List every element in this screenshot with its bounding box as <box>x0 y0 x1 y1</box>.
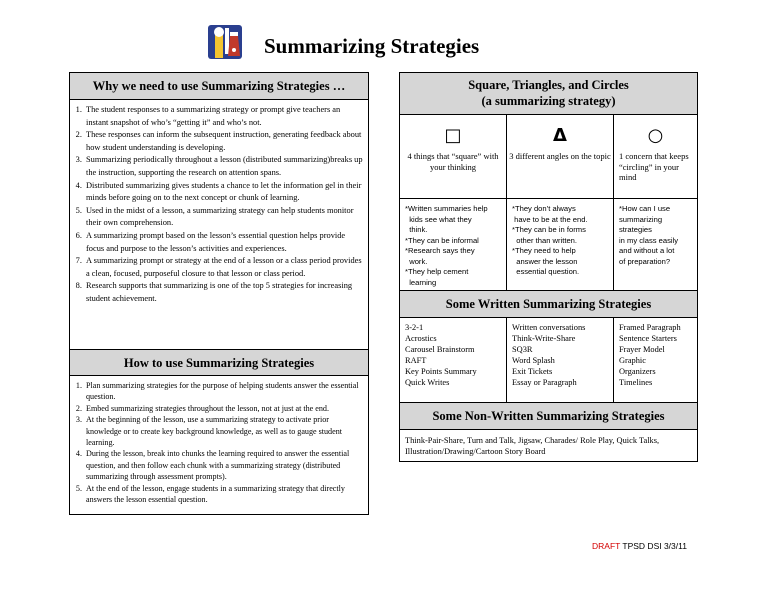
note-line: learning <box>405 277 437 287</box>
written-strategy-item: Framed Paragraph <box>619 323 681 332</box>
shapes-heading-line2: (a summarizing strategy) <box>481 93 616 108</box>
why-item: 4. Distributed summarizing gives students a chance to let the information gel in their minds before going on to the next concept or chunk of learning. <box>84 180 364 205</box>
note-line: *Written summaries help <box>405 204 488 213</box>
note-line: *Research says they <box>405 246 475 255</box>
why-item: 6. A summarizing prompt based on the lesson’s essential question helps provide focus and purpose to the lesson’s activities and experiences. <box>84 230 364 255</box>
written-strategy-item: Exit Tickets <box>512 367 553 376</box>
why-list <box>70 100 368 306</box>
note-line: *How can I use <box>619 204 671 213</box>
note-line: *They can be in forms <box>512 225 586 234</box>
note-line: summarizing <box>619 214 663 224</box>
written-strategy-item: 3-2-1 <box>405 323 424 332</box>
written-strategy-item: Acrostics <box>405 334 437 343</box>
note-line: *They help cement <box>405 267 469 276</box>
written-grid <box>400 318 697 403</box>
how-item: 4. During the lesson, break into chunks the learning required to answer the essential question, and then follow each chunk with a summarizing strategy (distributed summarizing through assessment prompts). <box>84 448 364 482</box>
written-strategy-item: Carousel Brainstorm <box>405 345 475 354</box>
footer-text: TPSD DSI 3/3/11 <box>620 541 687 551</box>
why-item: 1. The student responses to a summarizing strategy or prompt give teachers an instant snapshot of who’s “getting it” and who’s not. <box>84 104 364 129</box>
lab-flask-icon <box>206 22 244 62</box>
circle-desc: 1 concern that keeps “circling” in your mind <box>619 151 689 182</box>
why-item: 5. Used in the midst of a lesson, a summarizing strategy can help students monitor their own comprehension. <box>84 205 364 230</box>
written-col-1 <box>400 318 507 403</box>
note-line: and without a lot <box>619 246 675 255</box>
note-line: work. <box>405 256 428 266</box>
note-line: in my class easily <box>619 235 679 245</box>
written-col-2 <box>507 318 614 403</box>
note-line: essential question. <box>512 267 580 276</box>
left-panel <box>69 72 369 515</box>
note-line: other than written. <box>512 235 578 245</box>
triangle-desc: 3 different angles on the topic <box>509 151 611 161</box>
footer <box>592 541 687 551</box>
circle-symbol: ○ <box>647 125 664 146</box>
written-strategy-item: Timelines <box>619 378 653 387</box>
note-line: kids see what they <box>405 214 472 224</box>
written-strategy-item: Written conversations <box>512 323 586 332</box>
note-line: strategies <box>619 225 652 234</box>
written-heading: Some Written Summarizing Strategies <box>400 291 697 318</box>
shapes-heading <box>400 73 697 115</box>
how-item: 2. Embed summarizing strategies throughout the lesson, not at just at the end. <box>84 403 364 414</box>
why-item: 3. Summarizing periodically throughout a lesson (distributed summarizing)breaks up the instruction, supporting the research on attention spans. <box>84 154 364 179</box>
page-title: Summarizing Strategies <box>264 34 480 58</box>
how-item: 5. At the end of the lesson, engage students in a summarizing strategy that directly answers the lesson essential question. <box>84 483 364 506</box>
right-panel <box>399 72 698 462</box>
notes-col-1 <box>400 199 507 291</box>
written-strategy-item: RAFT <box>405 356 427 365</box>
notes-col-3 <box>614 199 697 291</box>
triangle-cell <box>507 115 614 199</box>
how-item: 3. At the beginning of the lesson, use a summarizing strategy to activate prior knowledge or to create key background knowledge, as well as to gauge student learning. <box>84 414 364 448</box>
square-symbol: □ <box>444 125 462 146</box>
written-strategy-item: Graphic <box>619 356 646 365</box>
written-strategy-item: SQ3R <box>512 345 533 354</box>
why-item: 8. Research supports that summarizing is one of the top 5 strategies for increasing student achievement. <box>84 280 364 305</box>
written-strategy-item: Think-Write-Share <box>512 334 576 343</box>
written-strategy-item: Word Splash <box>512 356 555 365</box>
note-line: of preparation? <box>619 256 671 266</box>
nonwritten-text: Think-Pair-Share, Turn and Talk, Jigsaw, Charades/ Role Play, Quick Talks, Illustration/Drawing/Cartoon Story Board <box>405 436 660 456</box>
written-col-3 <box>614 318 697 403</box>
note-line: *They need to help <box>512 246 576 255</box>
triangle-symbol: Δ <box>553 125 567 146</box>
note-line: *They don’t always <box>512 204 576 213</box>
how-item: 1. Plan summarizing strategies for the purpose of helping students answer the essential question. <box>84 380 364 403</box>
draft-label: DRAFT <box>592 541 621 551</box>
written-strategy-item: Frayer Model <box>619 345 665 354</box>
how-heading: How to use Summarizing Strategies <box>70 349 368 376</box>
written-strategy-item: Sentence Starters <box>619 334 677 343</box>
note-line: *They can be informal <box>405 235 479 245</box>
why-item: 2. These responses can inform the subsequent instruction, generating feedback about how student understanding is developing. <box>84 129 364 154</box>
nonwritten-heading: Some Non-Written Summarizing Strategies <box>400 403 697 430</box>
written-strategy-item: Essay or Paragraph <box>512 378 577 387</box>
shapes-grid <box>400 115 697 291</box>
shapes-heading-line1: Square, Triangles, and Circles <box>468 78 629 92</box>
how-list <box>70 376 368 505</box>
note-line: think. <box>405 225 428 234</box>
circle-cell <box>614 115 697 199</box>
why-heading: Why we need to use Summarizing Strategies … <box>70 73 368 100</box>
note-line: answer the lesson <box>512 256 578 266</box>
written-strategy-item: Key Points Summary <box>405 367 477 376</box>
written-strategy-item: Quick Writes <box>405 378 450 387</box>
note-line: have to be at the end. <box>512 214 588 224</box>
why-item: 7. A summarizing prompt or strategy at the end of a lesson or a class period provides a clean, focused, purposeful closure to that lesson or class period. <box>84 255 364 280</box>
square-cell <box>400 115 507 199</box>
written-strategy-item: Organizers <box>619 367 656 376</box>
square-desc: 4 things that “square” with your thinking <box>407 151 499 172</box>
notes-col-2 <box>507 199 614 291</box>
